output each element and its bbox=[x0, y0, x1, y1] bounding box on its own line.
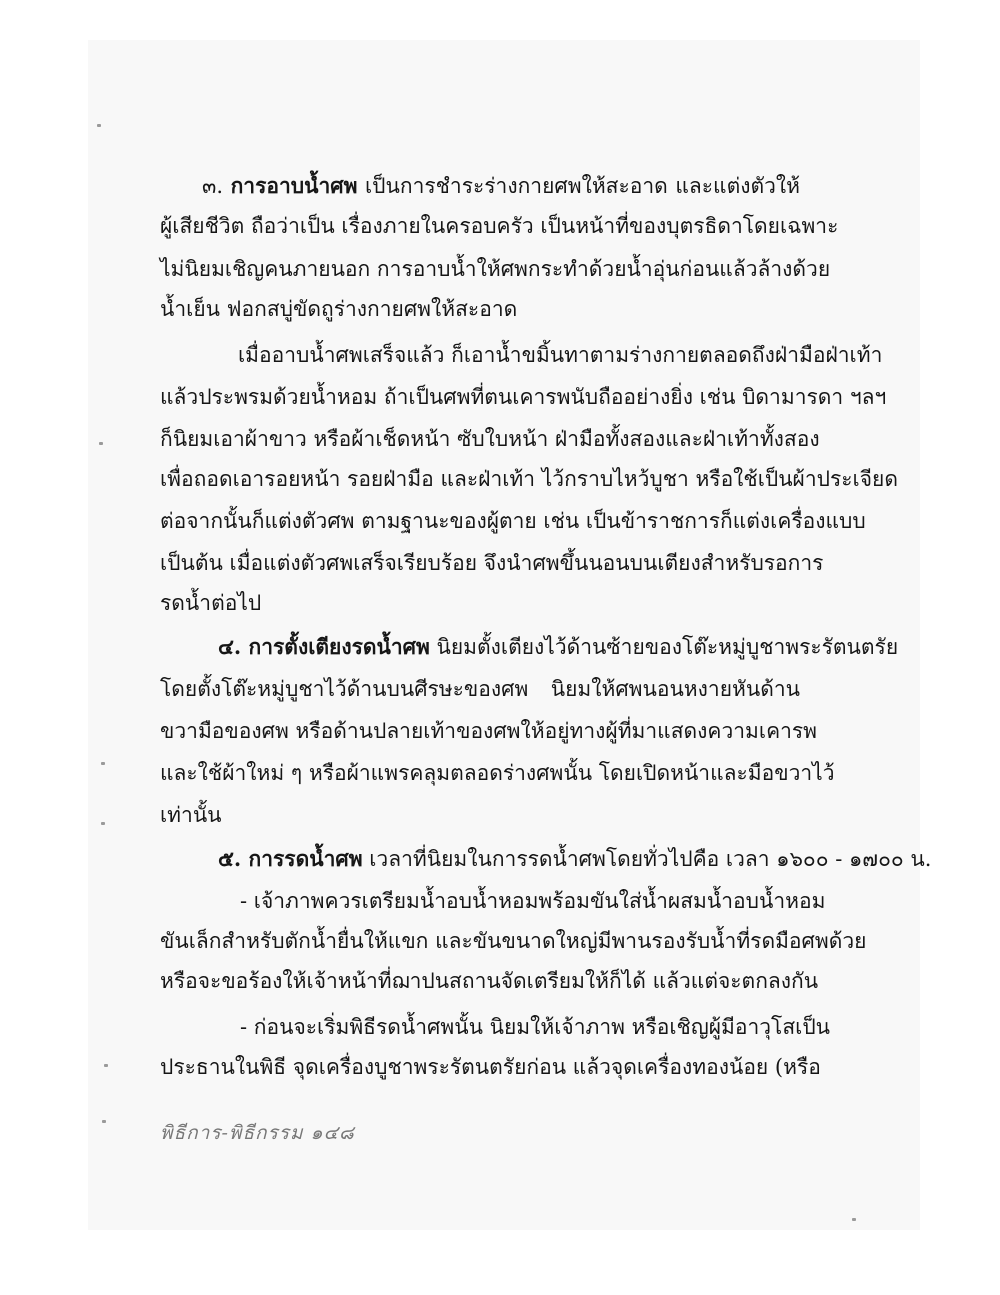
p3b-line-6: เป็นต้น เมื่อแต่งตัวศพเสร็จเรียบร้อย จึงนำศพขึ้นนอนบนเตียงสำหรับรอการ bbox=[160, 551, 824, 575]
p4-line-4: และใช้ผ้าใหม่ ๆ หรือผ้าแพรคลุมตลอดร่างศพนั้น โดยเปิดหน้าและมือขวาไว้ bbox=[160, 761, 835, 785]
p4-line-3: ขวามือของศพ หรือด้านปลายเท้าของศพให้อยู่ทางผู้ที่มาแสดงความเคารพ bbox=[160, 719, 818, 743]
scan-speck bbox=[104, 1064, 108, 1067]
p4-line-1: ๔. การตั้งเตียงรดน้ำศพ นิยมตั้งเตียงไว้ด้านซ้ายของโต๊ะหมู่บูชาพระรัตนตรัย bbox=[218, 634, 899, 659]
scan-speck bbox=[97, 124, 101, 127]
scan-speck bbox=[101, 762, 105, 765]
p3-number: ๓. bbox=[202, 174, 224, 198]
p5-line-3: ขันเล็กสำหรับตักน้ำยื่นให้แขก และขันขนาดใหญ่มีพานรองรับน้ำที่รดมือศพด้วย bbox=[160, 929, 867, 953]
page-footer: พิธีการ-พิธีกรรม ๑๔๘ bbox=[160, 1122, 355, 1144]
p3-line-3: ไม่นิยมเชิญคนภายนอก การอาบน้ำให้ศพกระทำด้วยน้ำอุ่นก่อนแล้วล้างด้วย bbox=[160, 257, 831, 281]
p5-heading: ๕. การรดน้ำศพ bbox=[218, 846, 363, 871]
p5-line-4: หรือจะขอร้องให้เจ้าหน้าที่ฌาปนสถานจัดเตรียมให้ก็ได้ แล้วแต่จะตกลงกัน bbox=[160, 969, 819, 993]
p3-heading: การอาบน้ำศพ bbox=[230, 173, 358, 198]
p3-line-2: ผู้เสียชีวิต ถือว่าเป็น เรื่องภายในครอบครัว เป็นหน้าที่ของบุตรธิดาโดยเฉพาะ bbox=[160, 214, 839, 238]
p5-line-1: ๕. การรดน้ำศพ เวลาที่นิยมในการรดน้ำศพโดยทั่วไปคือ เวลา ๑๖๐๐ - ๑๗๐๐ น. bbox=[218, 846, 932, 871]
p3b-line-5: ต่อจากนั้นก็แต่งตัวศพ ตามฐานะของผู้ตาย เช่น เป็นข้าราชการก็แต่งเครื่องแบบ bbox=[160, 509, 866, 533]
scan-speck bbox=[99, 442, 103, 445]
p4-line-2: โดยตั้งโต๊ะหมู่บูชาไว้ด้านบนศีรษะของศพ นิยมให้ศพนอนหงายหันด้าน bbox=[160, 677, 800, 701]
scan-speck bbox=[102, 1120, 106, 1123]
scan-speck bbox=[101, 822, 105, 825]
p5-line-5: - ก่อนจะเริ่มพิธีรดน้ำศพนั้น นิยมให้เจ้าภาพ หรือเชิญผู้มีอาวุโสเป็น bbox=[240, 1015, 831, 1039]
p3b-line-3: ก็นิยมเอาผ้าขาว หรือผ้าเช็ดหน้า ซับใบหน้า ฝ่ามือทั้งสองและฝ่าเท้าทั้งสอง bbox=[160, 427, 820, 451]
p3-line-4: น้ำเย็น ฟอกสบู่ขัดถูร่างกายศพให้สะอาด bbox=[160, 297, 518, 321]
p3b-line-1: เมื่ออาบน้ำศพเสร็จแล้ว ก็เอาน้ำขมิ้นทาตามร่างกายตลอดถึงฝ่ามือฝ่าเท้า bbox=[238, 343, 883, 367]
scan-speck bbox=[852, 1218, 856, 1221]
p4-line-5: เท่านั้น bbox=[160, 803, 222, 827]
p3b-line-7: รดน้ำต่อไป bbox=[160, 591, 262, 615]
p5-line-6: ประธานในพิธี จุดเครื่องบูชาพระรัตนตรัยก่อน แล้วจุดเครื่องทองน้อย (หรือ bbox=[160, 1055, 821, 1079]
p3-line-1: ๓. การอาบน้ำศพ เป็นการชำระร่างกายศพให้สะอาด และแต่งตัวให้ bbox=[202, 173, 800, 198]
p4-heading: ๔. การตั้งเตียงรดน้ำศพ bbox=[218, 634, 430, 659]
p5-line-2: - เจ้าภาพควรเตรียมน้ำอบน้ำหอมพร้อมขันใส่น้ำผสมน้ำอบน้ำหอม bbox=[240, 889, 826, 913]
p3b-line-4: เพื่อถอดเอารอยหน้า รอยฝ่ามือ และฝ่าเท้า ไว้กราบไหว้บูชา หรือใช้เป็นผ้าประเจียด bbox=[160, 467, 898, 491]
p3b-line-2: แล้วประพรมด้วยน้ำหอม ถ้าเป็นศพที่ตนเคารพนับถืออย่างยิ่ง เช่น บิดามารดา ฯลฯ bbox=[160, 385, 887, 409]
